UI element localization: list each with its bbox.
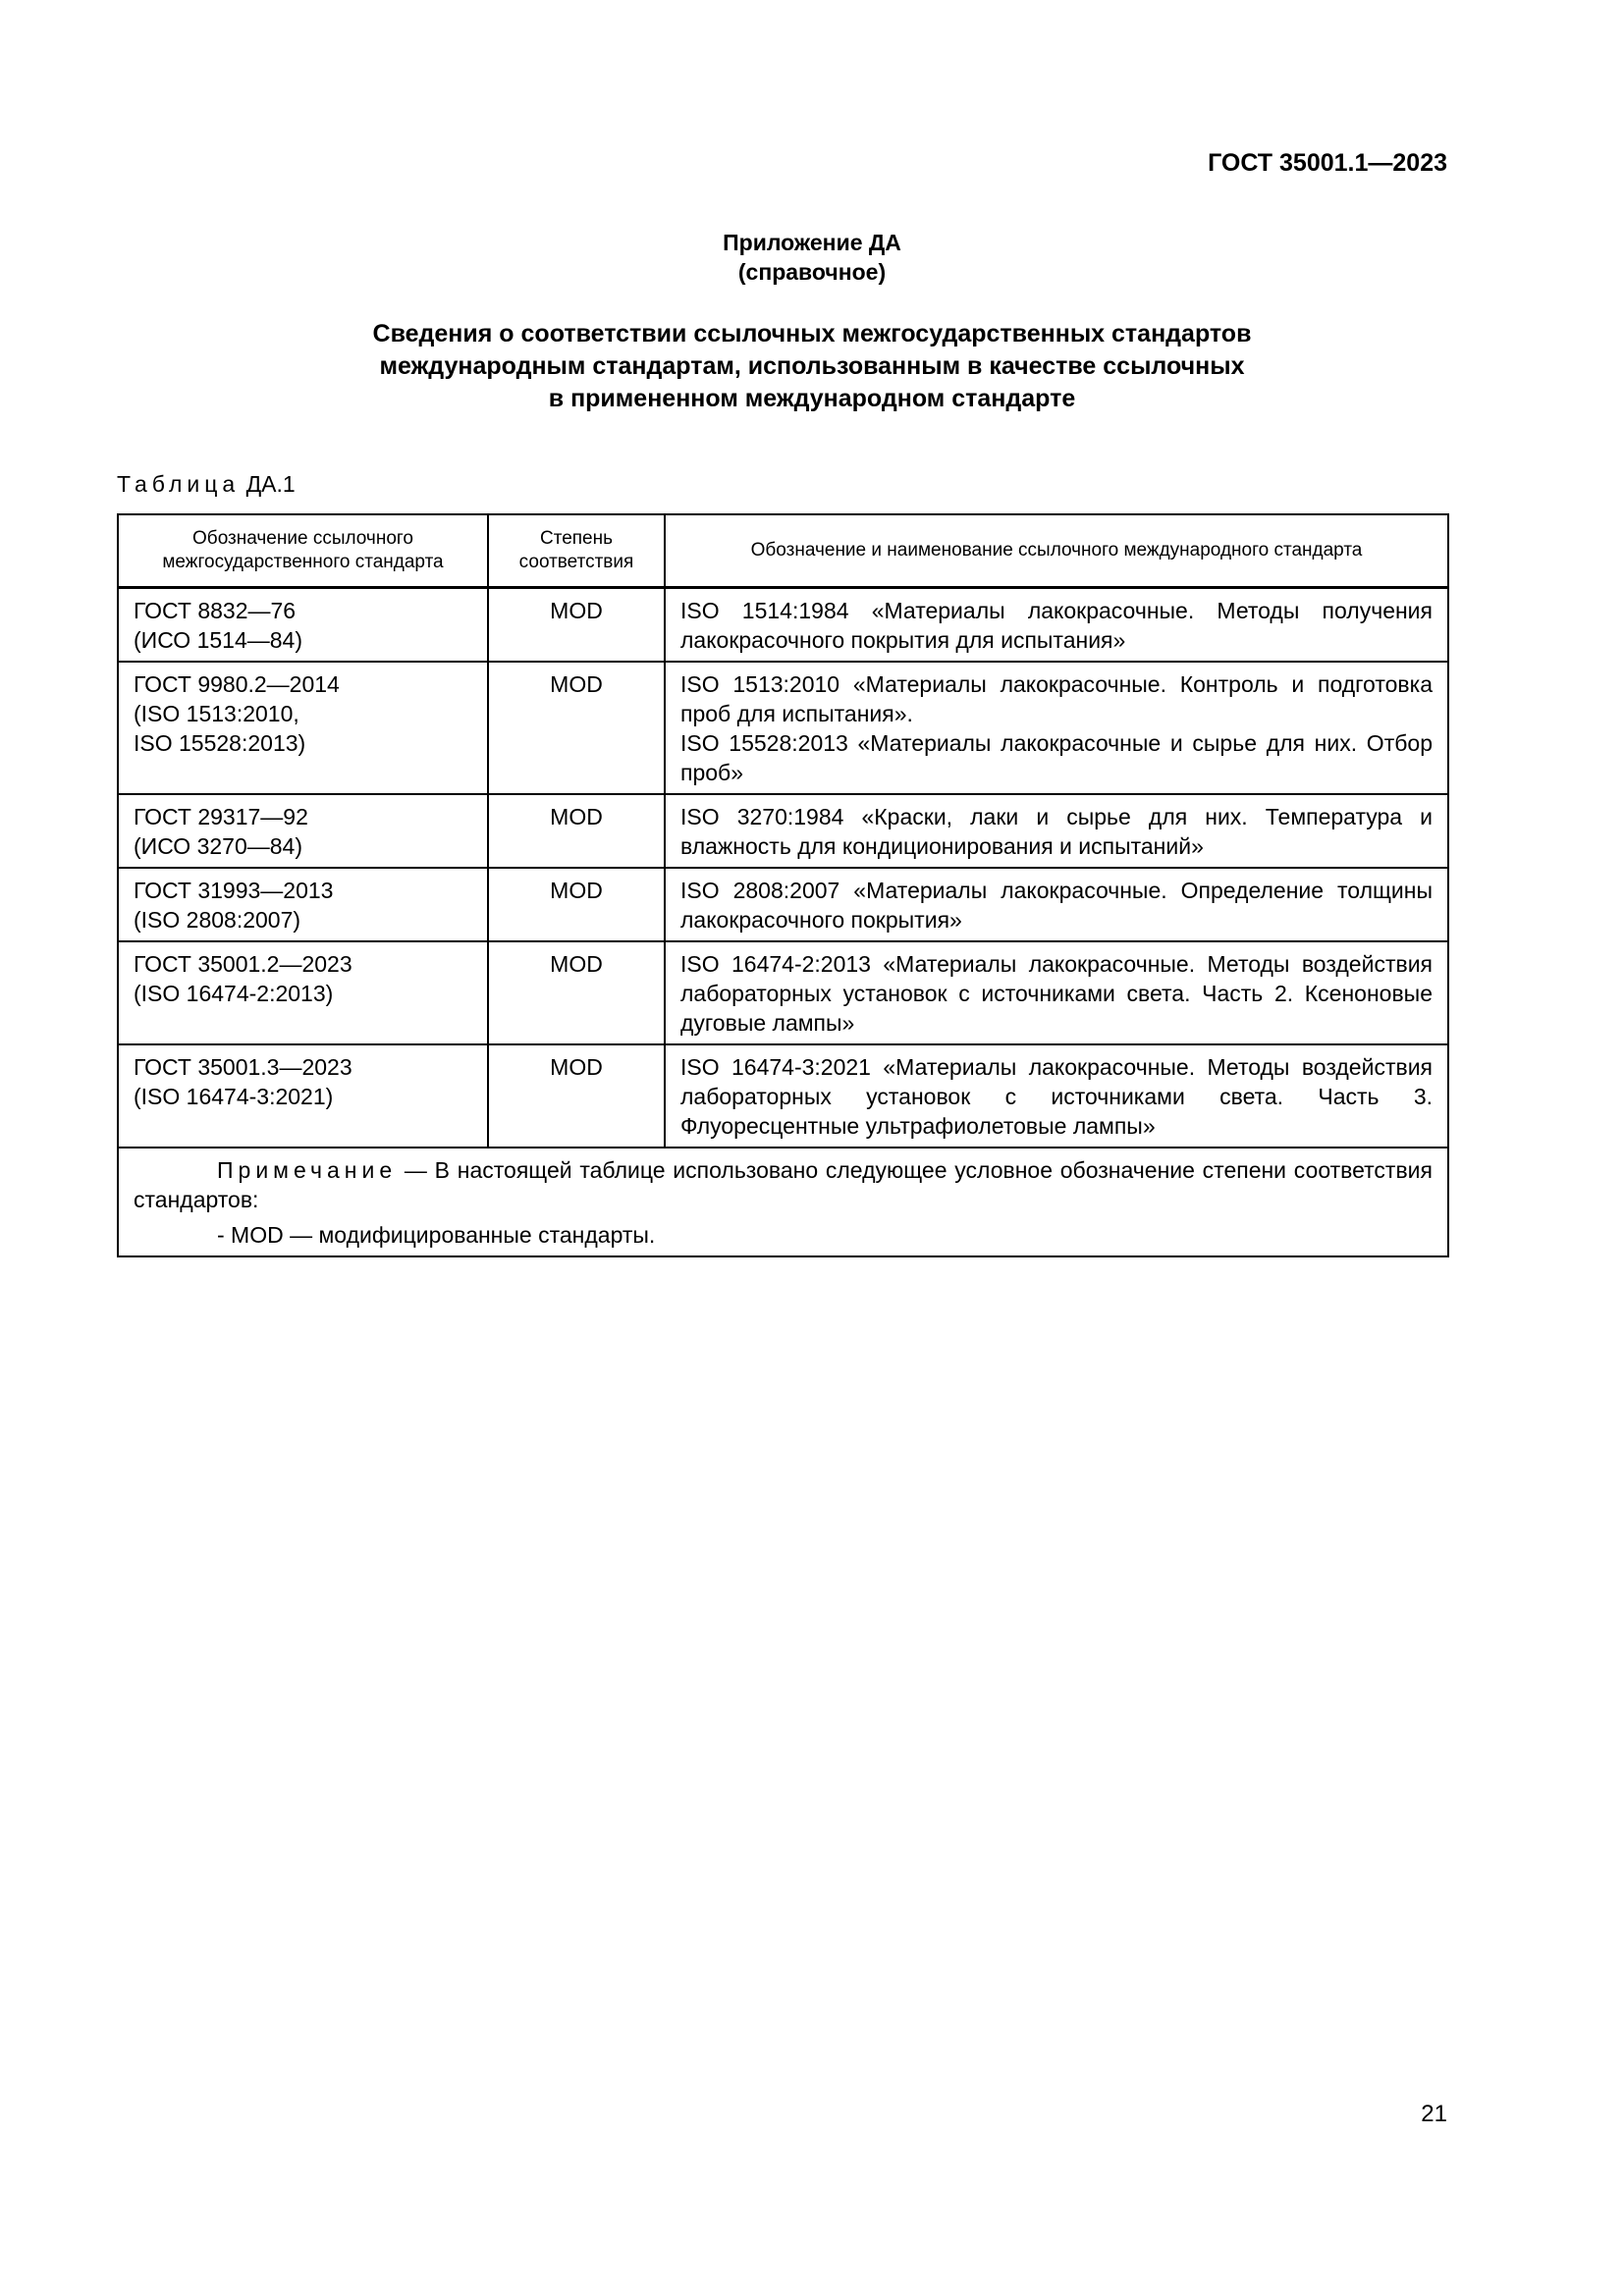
table-note [118, 1148, 1448, 1256]
table-row [118, 941, 1448, 1044]
interstate-standard-line: (ISO 16474-3:2021) [134, 1084, 334, 1109]
interstate-standard-line: ГОСТ 8832—76 [134, 598, 297, 623]
international-standard-text: ISO 1514:1984 «Материалы лакокрасочные. Методы получения лакокрасочного покрытия для испытания» [680, 598, 1433, 653]
interstate-standard-cell [118, 794, 488, 868]
international-standard-cell [665, 662, 1448, 794]
title-line: международным стандартам, использованным в качестве ссылочных [379, 352, 1245, 380]
degree-cell: MOD [488, 1044, 665, 1148]
international-standard-text: ISO 1513:2010 «Материалы лакокрасочные. Контроль и подготовка проб для испытания». [680, 671, 1433, 726]
title-line: в примененном международном стандарте [548, 385, 1076, 412]
international-standard-text: ISO 16474-3:2021 «Материалы лакокрасочные. Методы воздействия лабораторных установок с источниками света. Часть 3. Флуоресцентные ультрафиолетовые лампы» [680, 1054, 1433, 1139]
international-standard-cell [665, 941, 1448, 1044]
international-standard-text: ISO 16474-2:2013 «Материалы лакокрасочные. Методы воздействия лабораторных установок с источниками света. Часть 2. Ксеноновые дуговые лампы» [680, 951, 1433, 1036]
international-standard-text: ISO 3270:1984 «Краски, лаки и сырье для них. Температура и влажность для кондиционирования и испытаний» [680, 804, 1433, 859]
table-row [118, 868, 1448, 941]
page-number: 21 [1421, 2101, 1447, 2127]
degree-cell: MOD [488, 794, 665, 868]
note-list-item: - MOD — модифицированные стандарты. [217, 1222, 656, 1248]
correspondence-table [117, 513, 1449, 1257]
table-caption-word: Таблица [117, 471, 241, 497]
interstate-standard-line: (ISO 2808:2007) [134, 907, 301, 933]
interstate-standard-cell [118, 662, 488, 794]
interstate-standard-cell [118, 588, 488, 663]
degree-cell: MOD [488, 941, 665, 1044]
interstate-standard-cell [118, 868, 488, 941]
table-row [118, 662, 1448, 794]
table-row [118, 794, 1448, 868]
column-header-degree: Степень соответствия [488, 514, 665, 588]
table-caption-number: ДА.1 [245, 471, 296, 497]
column-header-interstate: Обозначение ссылочного межгосударственного стандарта [118, 514, 488, 588]
interstate-standard-line: ГОСТ 29317—92 [134, 804, 308, 829]
annex-label: Приложение ДА [723, 230, 901, 255]
international-standard-text: ISO 15528:2013 «Материалы лакокрасочные и сырье для них. Отбор проб» [680, 730, 1433, 785]
table-row [118, 1044, 1448, 1148]
note-text [134, 1155, 1433, 1214]
international-standard-cell [665, 1044, 1448, 1148]
interstate-standard-line: ГОСТ 31993—2013 [134, 878, 334, 903]
interstate-standard-line: ISO 15528:2013) [134, 730, 306, 756]
note-label: Примечание [217, 1157, 398, 1183]
note-body: — В настоящей таблице использовано следующее условное обозначение степени соответствия стандартов: [134, 1157, 1433, 1212]
interstate-standard-line: (ISO 16474-2:2013) [134, 981, 334, 1006]
interstate-standard-line: ГОСТ 35001.3—2023 [134, 1054, 352, 1080]
table-caption [117, 471, 296, 498]
interstate-standard-line: (ISO 1513:2010, [134, 701, 299, 726]
international-standard-cell [665, 868, 1448, 941]
degree-cell: MOD [488, 588, 665, 663]
degree-cell: MOD [488, 662, 665, 794]
annex-heading [0, 228, 1624, 287]
international-standard-text: ISO 2808:2007 «Материалы лакокрасочные. Определение толщины лакокрасочного покрытия» [680, 878, 1433, 933]
title-line: Сведения о соответствии ссылочных межгосударственных стандартов [372, 320, 1252, 347]
interstate-standard-line: (ИСО 3270—84) [134, 833, 302, 859]
annex-type: (справочное) [737, 259, 887, 285]
international-standard-cell [665, 588, 1448, 663]
interstate-standard-line: (ИСО 1514—84) [134, 627, 302, 653]
degree-cell: MOD [488, 868, 665, 941]
interstate-standard-line: ГОСТ 35001.2—2023 [134, 951, 352, 977]
table-note-row [118, 1148, 1448, 1256]
interstate-standard-cell [118, 1044, 488, 1148]
column-header-international: Обозначение и наименование ссылочного международного стандарта [665, 514, 1448, 588]
table-row [118, 588, 1448, 663]
table-header-row [118, 514, 1448, 588]
annex-title [0, 318, 1624, 415]
international-standard-cell [665, 794, 1448, 868]
interstate-standard-line: ГОСТ 9980.2—2014 [134, 671, 340, 697]
interstate-standard-cell [118, 941, 488, 1044]
document-code: ГОСТ 35001.1—2023 [1208, 149, 1447, 177]
